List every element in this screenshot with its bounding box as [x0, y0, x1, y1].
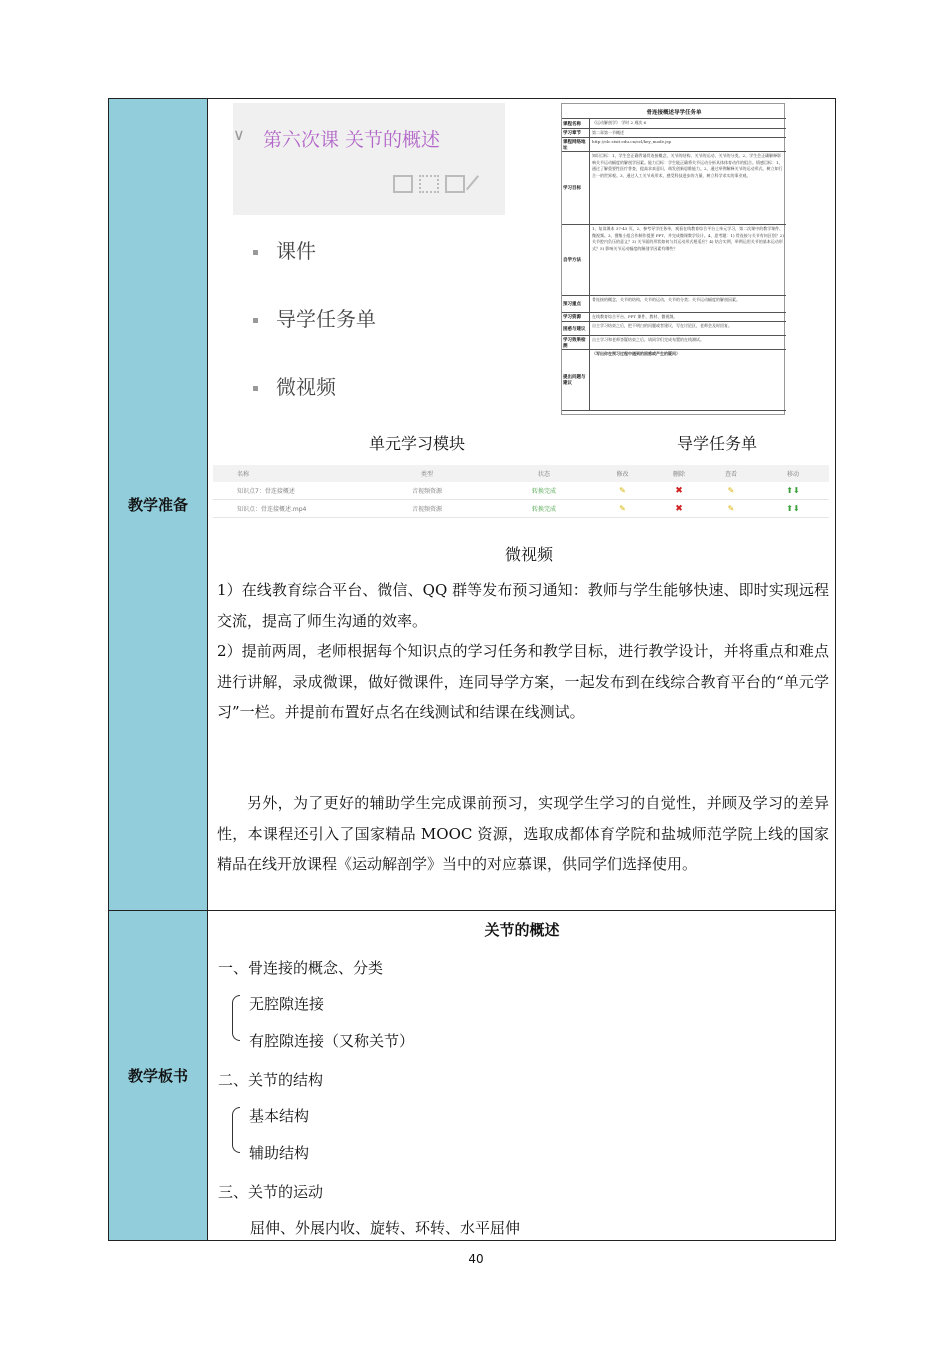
- task-sheet-title: 骨连接概述导学任务单: [646, 110, 702, 116]
- board-heading-3: 三、关节的运动: [218, 1183, 324, 1201]
- edit-icon[interactable]: ✎: [619, 504, 626, 513]
- module-title: 第六次课 关节的概述: [263, 129, 441, 151]
- board-heading-2: 二、关节的结构: [218, 1071, 324, 1089]
- task-sheet-row: 课程网络地址 http://elc.stsit.edu.cn/ecl/hey_mode.jsp: [562, 137, 786, 151]
- monitor-icon: [445, 175, 465, 193]
- preparation-content: [209, 99, 835, 910]
- board-item: 基本结构: [249, 1107, 310, 1125]
- section-label-preparation: [109, 99, 208, 910]
- paragraph-3: 另外，为了更好的辅助学生完成课前预习，实现学生学习的自觉性，并顾及学习的差异性，本课程还引入了国家精品 MOOC 资源，选取成都体育学院和盐城师范学院上线的国家精品在线开放课程《运动解剖学》当中的对应慕课，供同学们选择使用。: [217, 794, 829, 873]
- caption-unit-module: 单元学习模块: [368, 434, 465, 453]
- move-icon[interactable]: ⬆⬇: [786, 486, 800, 495]
- task-sheet-row: 预习重点 骨连接的概念、关节的结构、关节的运动、关节的分类；关节运动幅度的解剖因素。: [562, 295, 786, 312]
- bullet-icon: [253, 250, 258, 255]
- paragraph-2: 2）提前两周，老师根据每个知识点的学习任务和教学目标，进行教学设计，并将重点和难点进行讲解，录成微课，做好微课件，连同导学方案，一起发布到在线综合教育平台的“单元学习”一栏。并提前布置好点名在线测试和结课在线测试。: [217, 642, 829, 721]
- task-sheet-row: 自学方法 1、复读课本 37-43 页。2、参考导学任务单，观看在线教育综合平台上单元学习，第二次课中的教学课件、微视频。3、搜集小组合作制作提要 PPT，并完成微课教学设计。4、思考题：1) 骨连接与关节有何区别？2) 关节腔内负压的意义？3) 关节面的形状如何与其运动形式相适应？4) 结合实例，举例运用关节的基本运动形式？5) 影响关节运动幅度的解剖学因素有哪些？: [562, 224, 786, 295]
- unit-module-screenshot: [233, 103, 505, 415]
- table-row: 知识点：骨连接概述.mp4 音视频资源 转换完成 ✎ ✖ ✎ ⬆⬇: [213, 500, 829, 518]
- caption-task-sheet: 导学任务单: [676, 434, 757, 453]
- task-sheet-row: 学习目标 知识目标：1、学生会正确背诵骨连接概念、关节的结构、关节的运动、关节的分类。2、学生会正确解释影响关节运动幅度的解剖学因素。能力目标：学生能正确将关节运动分析具体体育动作的组合。情感目标：1、通过了解重要性医疗普查，提高求真意识，萌发创新思维能力。2、通过举例解释关节的运动形式，树立知行合一的世界观。3、通过人工关节成形术，感受科技进步的力量，树立科学求实的事业观。: [562, 151, 786, 224]
- module-item-micro-video: 微视频: [253, 371, 336, 400]
- board-item: 有腔隙连接（又称关节）: [249, 1032, 415, 1050]
- view-icon[interactable]: ✎: [727, 486, 735, 495]
- board-body: 屈伸、外展内收、旋转、环转、水平屈伸: [250, 1219, 521, 1237]
- module-header: [233, 103, 505, 215]
- chevron-down-icon: ∨: [233, 125, 245, 144]
- bullet-icon: [253, 386, 258, 391]
- paragraph-1: 1）在线教育综合平台、微信、QQ 群等发布预习通知：教师与学生能够快速、即时实现远程交流，提高了师生沟通的效率。: [217, 581, 829, 630]
- board-item: 无腔隙连接: [249, 995, 325, 1013]
- delete-icon[interactable]: ✖: [675, 485, 683, 496]
- section-label-text: 教学板书: [127, 1067, 188, 1085]
- section-label-board: [109, 911, 208, 1240]
- board-item: 辅助结构: [249, 1144, 310, 1162]
- lesson-table: [108, 98, 836, 1241]
- bullet-icon: [253, 318, 258, 323]
- module-toolbar: [393, 175, 477, 193]
- task-sheet-row: 学习效果检测 自主学习和老师答疑结束之后，请同学们完成布置的在线测试。: [562, 335, 786, 349]
- resource-table: [213, 465, 829, 518]
- board-heading-1: 一、骨连接的概念、分类: [218, 959, 384, 977]
- module-item-task-sheet: 导学任务单: [253, 303, 376, 332]
- task-sheet-row: 困惑与建议 自主学习结束之后，把不明白的问题或者建议，写在讨论区，老师会及时回复。: [562, 321, 786, 335]
- task-sheet-row: 课程名称 《运动解剖学》 学时 2 週次 6: [562, 118, 786, 128]
- page-number: 40: [468, 1252, 484, 1266]
- task-sheet-row: 学习章节 第二章第一节概述: [562, 128, 786, 137]
- pencil-icon: [466, 175, 482, 193]
- caption-micro-video: 微视频: [504, 545, 553, 564]
- task-sheet-screenshot: [561, 103, 785, 415]
- edit-icon[interactable]: ✎: [619, 486, 626, 495]
- resource-table-header: 名称 类型 状态 修改 删除 查看 移动: [213, 465, 829, 482]
- module-item-courseware: 课件: [253, 235, 316, 264]
- table-row: 知识点7：骨连接概述 音视频资源 转换完成 ✎ ✖ ✎ ⬆⬇: [213, 482, 829, 500]
- move-icon[interactable]: ⬆⬇: [786, 504, 800, 513]
- board-title: 关节的概述: [484, 921, 560, 939]
- grid-icon: [393, 175, 413, 193]
- brace-icon: [232, 1107, 240, 1153]
- row-divider: [109, 910, 835, 911]
- task-sheet-row: 提出问题与建议 （写出你在预习过程中遇到的困惑或产生的疑问）: [562, 349, 786, 411]
- section-label-text: 教学准备: [127, 496, 188, 514]
- brace-icon: [232, 995, 240, 1041]
- task-sheet-row: 学习资源 在线教育综合平台、PPT 课件、教材、微视频。: [562, 312, 786, 321]
- tiles-icon: [419, 175, 439, 193]
- view-icon[interactable]: ✎: [727, 504, 735, 513]
- task-sheet-grid: [562, 118, 786, 411]
- delete-icon[interactable]: ✖: [675, 503, 683, 514]
